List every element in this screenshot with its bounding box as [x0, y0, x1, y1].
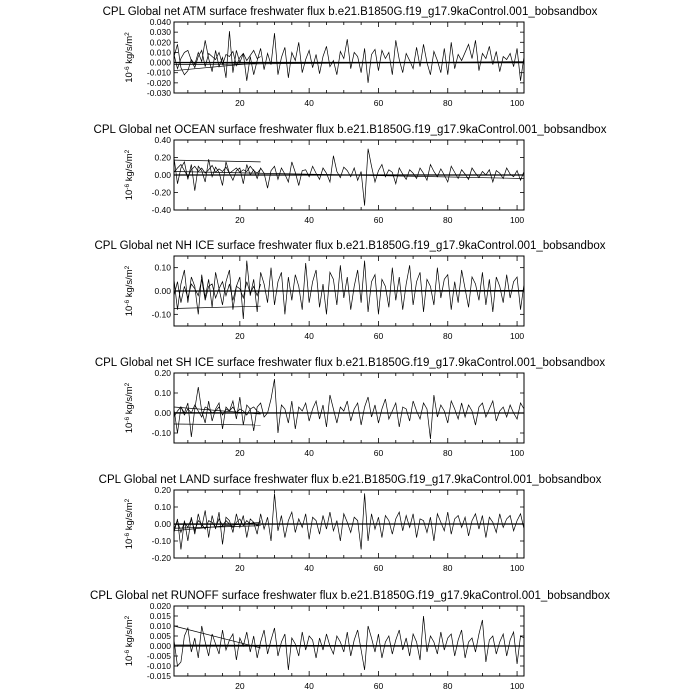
- y-tick-label: 0.000: [149, 57, 171, 68]
- y-tick-label: 0.030: [149, 27, 171, 38]
- y-tick-label: -0.20: [151, 553, 171, 563]
- y-tick-label: 0.20: [154, 485, 171, 495]
- y-tick-label: 0.010: [149, 621, 171, 631]
- y-tick-label: -0.10: [151, 309, 171, 320]
- y-tick-label: 0.20: [154, 368, 171, 378]
- x-tick-label: 80: [443, 563, 453, 573]
- x-tick-label: 60: [373, 448, 384, 458]
- plot-marks: [152, 256, 525, 341]
- chart-panel-sh-ice: [95, 357, 606, 458]
- x-tick-label: 100: [509, 215, 525, 225]
- chart-panel-land: [99, 474, 602, 573]
- y-axis-label: [124, 32, 136, 83]
- x-tick-label: 20: [235, 563, 245, 573]
- y-tick-label: 0.005: [149, 631, 171, 641]
- chart-panel-atm: [103, 6, 598, 108]
- y-tick-label: -0.010: [146, 661, 171, 671]
- trend-line: [174, 63, 261, 71]
- plot-marks: [152, 135, 525, 225]
- chart-title: CPL Global net RUNOFF surface freshwater flux b.e21.B1850G.f19_g17.9kaControl.001_bobsandbox: [90, 590, 610, 602]
- y-tick-label: -0.40: [151, 205, 171, 215]
- x-tick-label: 100: [509, 98, 525, 108]
- svg-text:10-6 kg/s/m2: $10^{-6}$ $kg/s/m^2$: [123, 615, 135, 667]
- y-tick-label: 0.00: [154, 170, 171, 180]
- y-tick-label: 0.015: [149, 611, 171, 621]
- x-tick-label: 80: [443, 98, 453, 108]
- series-line: [174, 31, 524, 83]
- x-tick-label: 100: [509, 681, 525, 691]
- y-axis-label: [124, 615, 136, 666]
- y-axis-label: [124, 265, 136, 316]
- x-tick-label: 40: [304, 681, 314, 691]
- x-tick-label: 80: [443, 681, 453, 691]
- y-tick-label: -0.010: [146, 67, 171, 78]
- x-tick-label: 40: [304, 331, 314, 341]
- series-line: [174, 405, 261, 417]
- x-tick-label: 60: [373, 98, 384, 108]
- chart-title: CPL Global net LAND surface freshwater flux b.e21.B1850G.f19_g17.9kaControl.001_bobsandbox: [98, 474, 602, 486]
- x-tick-label: 20: [235, 448, 245, 458]
- x-tick-label: 100: [509, 448, 525, 458]
- plot-marks: [152, 368, 525, 458]
- plot-marks: [147, 601, 525, 691]
- y-tick-label: -0.10: [151, 428, 171, 438]
- y-tick-label: 0.10: [154, 388, 171, 398]
- x-tick-label: 40: [304, 563, 314, 573]
- y-tick-label: 0.010: [149, 47, 171, 58]
- y-tick-label: -0.005: [146, 651, 171, 661]
- y-tick-label: 0.000: [149, 641, 171, 651]
- chart-panel-nh-ice: [95, 240, 606, 341]
- y-tick-label: 0.00: [154, 286, 171, 296]
- plot-marks: [152, 485, 525, 573]
- chart-title: CPL Global net ATM surface freshwater flux b.e21.B1850G.f19_g17.9kaControl.001_bobsandbox: [102, 6, 598, 18]
- y-axis-label: [124, 149, 136, 200]
- x-tick-label: 40: [304, 98, 314, 108]
- x-tick-label: 100: [509, 331, 525, 341]
- chart-title: CPL Global net NH ICE surface freshwater flux b.e21.B1850G.f19_g17.9kaControl.001_bobsandbox: [94, 240, 606, 252]
- x-tick-label: 80: [443, 448, 453, 458]
- svg-text:10-6 kg/s/m2: $10^{-6}$ $kg/s/m^2$: [123, 382, 135, 434]
- x-tick-label: 20: [235, 331, 245, 341]
- y-tick-label: 0.040: [149, 17, 171, 27]
- x-tick-label: 80: [443, 331, 453, 341]
- svg-text:10-6 kg/s/m2: $10^{-6}$ $kg/s/m^2$: [123, 498, 135, 550]
- y-axis-label: [124, 382, 136, 433]
- x-tick-label: 60: [373, 681, 384, 691]
- plot-frame: [174, 606, 524, 676]
- chart-panel-runoff: [90, 590, 610, 691]
- y-tick-label: -0.20: [151, 187, 171, 198]
- chart-title: CPL Global net OCEAN surface freshwater flux b.e21.B1850G.f19_g17.9kaControl.001_bobsandbox: [93, 124, 607, 136]
- x-tick-label: 20: [235, 98, 245, 108]
- trend-line: [174, 160, 261, 162]
- x-tick-label: 40: [304, 448, 314, 458]
- x-tick-label: 60: [373, 331, 384, 341]
- y-tick-label: -0.015: [146, 671, 171, 681]
- y-tick-label: 0.020: [149, 37, 171, 48]
- x-tick-label: 60: [373, 215, 384, 225]
- trend-line: [174, 306, 261, 308]
- x-tick-label: 20: [235, 215, 245, 225]
- plot-marks: [147, 17, 525, 108]
- y-tick-label: 0.40: [154, 135, 171, 145]
- x-tick-label: 20: [235, 681, 245, 691]
- svg-text:10-6 kg/s/m2: $10^{-6}$ $kg/s/m^2$: [123, 265, 135, 317]
- chart-panel-ocean: [94, 124, 607, 225]
- series-line: [174, 616, 524, 670]
- svg-text:10-6 kg/s/m2: $10^{-6}$ $kg/s/m^2$: [123, 32, 135, 83]
- series-line: [174, 261, 524, 319]
- chart-title: CPL Global net SH ICE surface freshwater flux b.e21.B1850G.f19_g17.9kaControl.001_bobsandbox: [94, 357, 606, 369]
- x-tick-label: 100: [509, 563, 525, 573]
- y-tick-label: -0.020: [146, 77, 171, 88]
- x-tick-label: 60: [373, 563, 384, 573]
- x-tick-label: 40: [304, 215, 314, 225]
- svg-text:10-6 kg/s/m2: $10^{-6}$ $kg/s/m^2$: [123, 149, 135, 201]
- y-tick-label: 0.020: [149, 601, 171, 611]
- y-tick-label: 0.10: [154, 262, 171, 273]
- y-tick-label: 0.00: [154, 519, 171, 529]
- y-tick-label: -0.10: [151, 536, 171, 546]
- trend-line: [174, 424, 261, 425]
- x-tick-label: 80: [443, 215, 453, 225]
- y-tick-label: -0.030: [146, 88, 171, 98]
- y-tick-label: 0.10: [154, 502, 171, 512]
- y-tick-label: 0.00: [154, 408, 171, 418]
- y-tick-label: 0.20: [154, 152, 171, 163]
- y-axis-label: [124, 498, 136, 549]
